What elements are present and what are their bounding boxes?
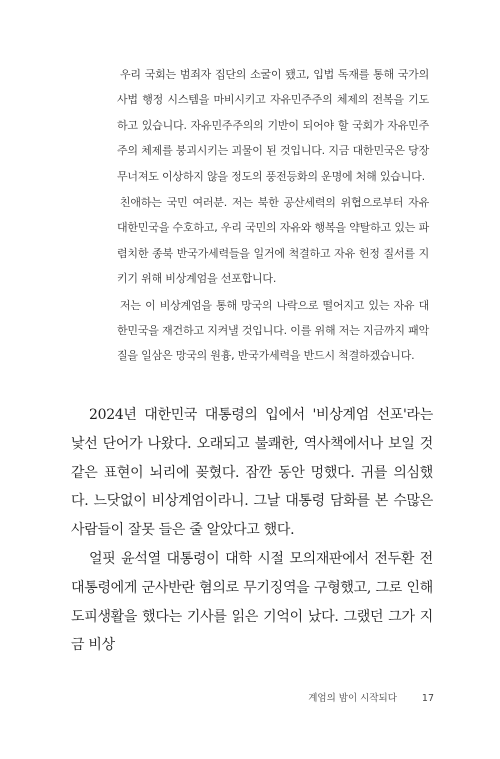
running-title: 계엄의 밤이 시작되다 [308, 693, 397, 704]
quoted-speech [117, 62, 429, 369]
quote-paragraph-3: 저는 이 비상계엄을 통해 망국의 나락으로 떨어지고 있는 자유 대한민국을 재건하고 지켜낼 것입니다. 이를 위해 저는 지금까지 패악질을 일삼은 망국의 원흉, 반국가세력을 반드시 척결하겠습니다. [117, 298, 429, 363]
page-number: 17 [421, 693, 434, 704]
body-text [71, 401, 433, 660]
body-paragraph-1: 2024년 대한민국 대통령의 입에서 '비상계엄 선포'라는 낯선 단어가 나왔다. 오래되고 불쾌한, 역사책에서나 보일 것 같은 표현이 뇌리에 꽂혔다. 잠깐 동안 멍했다. 귀를 의심했다. 느닷없이 비상계엄이라니. 그날 대통령 담화를 본 수많은 사람들이 잘못 들은 줄 알았다고 했다. [71, 407, 433, 539]
quote-paragraph-1: 우리 국회는 범죄자 집단의 소굴이 됐고, 입법 독재를 통해 국가의 사법 행정 시스템을 마비시키고 자유민주주의 체제의 전복을 기도하고 있습니다. 자유민주주의의 기반이 되어야 할 국회가 자유민주주의 체제를 붕괴시키는 괴물이 된 것입니다. 지금 대한민국은 당장 무너져도 이상하지 않을 정도의 풍전등화의 운명에 처해 있습니다. [117, 68, 429, 183]
page-footer [0, 690, 434, 704]
quote-paragraph-2: 친애하는 국민 여러분. 저는 북한 공산세력의 위협으로부터 자유 대한민국을 수호하고, 우리 국민의 자유와 행복을 약탈하고 있는 파렴치한 종북 반국가세력들을 일거에 척결하고 자유 헌정 질서를 지키기 위해 비상계엄을 선포합니다. [117, 196, 429, 286]
body-paragraph-2: 얼핏 윤석열 대통령이 대학 시절 모의재판에서 전두환 전 대통령에게 군사반란 혐의로 무기징역을 구형했고, 그로 인해 도피생활을 했다는 기사를 읽은 기억이 났다. 그랬던 그가 지금 비상 [71, 550, 433, 654]
